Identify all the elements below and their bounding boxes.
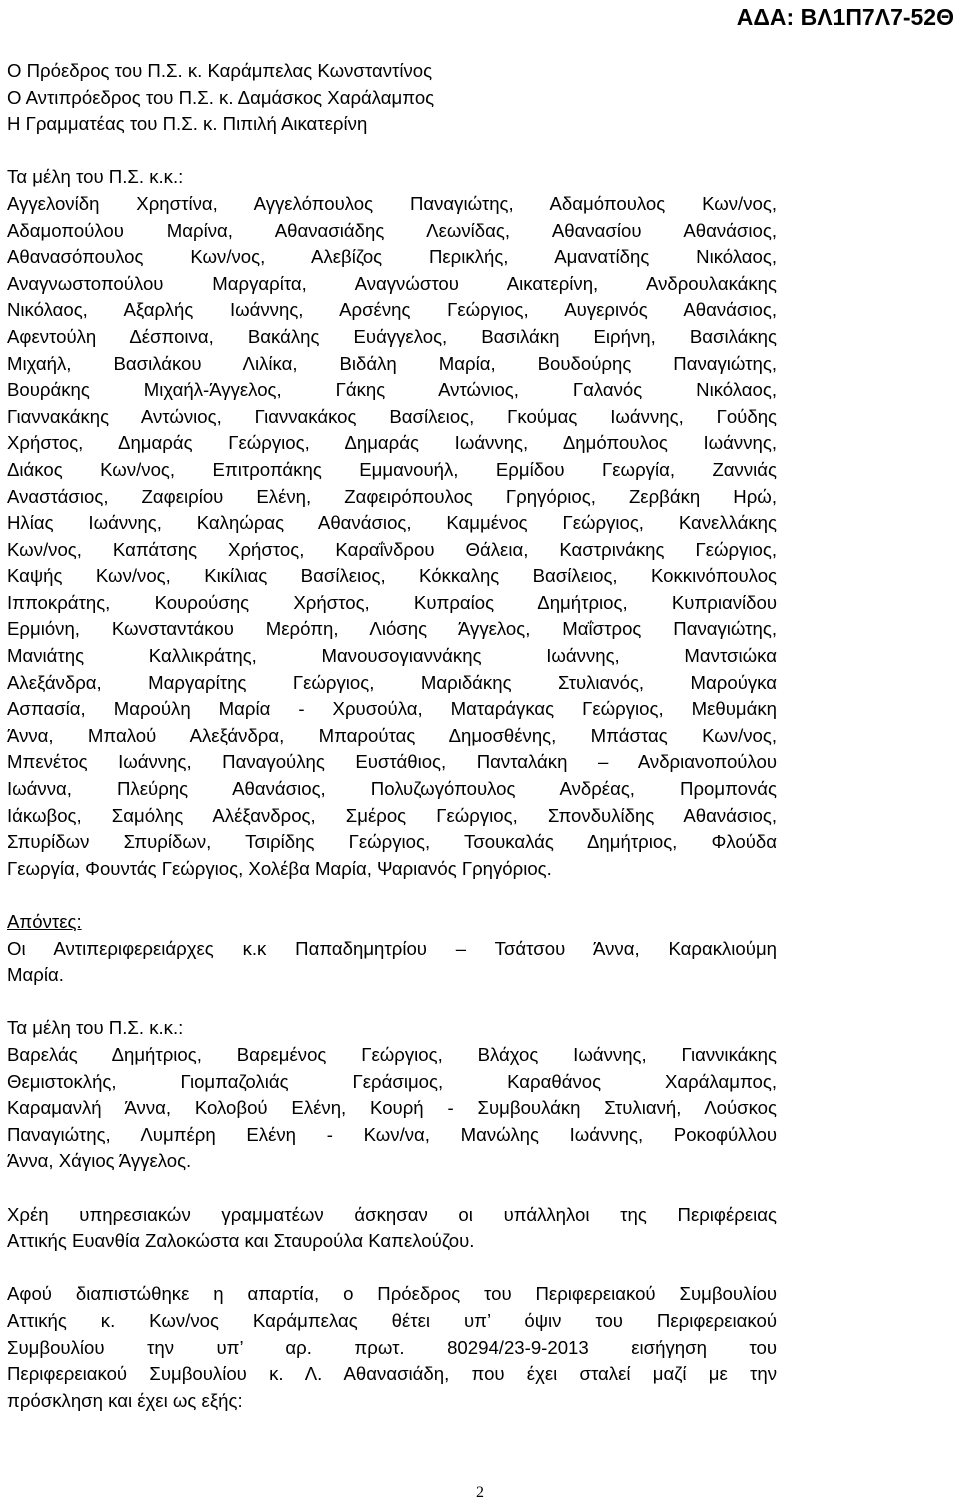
present-members-line: Αναστάσιος, Ζαφειρίου Ελένη, Ζαφειρόπουλος Γρηγόριος, Ζερβάκη Ηρώ,: [7, 485, 777, 507]
present-members-line: Γιαννακάκης Αντώνιος, Γιαννακάκος Βασίλειος, Γκούμας Ιωάννης, Γούδης: [7, 405, 777, 427]
absent-vice-governors-line: Μαρία.: [7, 964, 64, 986]
present-members-line: Ιάκωβος, Σαμόλης Αλέξανδρος, Σμέρος Γεώργιος, Σπονδυλίδης Αθανάσιος,: [7, 804, 777, 826]
present-members-line: Μανιάτης Καλλικράτης, Μανουσογιαννάκης Ιωάννης, Μαντσιώκα: [7, 645, 777, 667]
secretaries-line: Χρέη υπηρεσιακών γραμματέων άσκησαν οι υπάλληλοι της Περιφέρειας: [7, 1203, 777, 1225]
present-members-line: Σπυρίδων Σπυρίδων, Τσιρίδης Γεώργιος, Τσουκαλάς Δημήτριος, Φλούδα: [7, 831, 777, 853]
quorum-line: Αφού διαπιστώθηκε η απαρτία, ο Πρόεδρος του Περιφερειακού Συμβουλίου: [7, 1283, 777, 1305]
secretaries-line: Αττικής Ευανθία Ζαλοκώστα και Σταυρούλα Καπελούζου.: [7, 1230, 475, 1252]
absent-members-line: Καραμανλή Άννα, Κολοβού Ελένη, Κουρή - Συμβουλάκη Στυλιανή, Λούσκος: [7, 1097, 777, 1119]
present-members-line: Αναγνωστοπούλου Μαργαρίτα, Αναγνώστου Αικατερίνη, Ανδρουλακάκης: [7, 272, 777, 294]
vice-president-line: Ο Αντιπρόεδρος του Π.Σ. κ. Δαμάσκος Χαράλαμπος: [7, 86, 435, 108]
present-members-line: Μπενέτος Ιωάννης, Παναγούλης Ευστάθιος, Πανταλάκη – Ανδριανοπούλου: [7, 751, 777, 773]
present-members-line: Αδαμοπούλου Μαρίνα, Αθανασιάδης Λεωνίδας, Αθανασίου Αθανάσιος,: [7, 219, 777, 241]
present-members-line: Νικόλαος, Αξαρλής Ιωάννης, Αρσένης Γεώργιος, Αυγερινός Αθανάσιος,: [7, 299, 777, 321]
present-members-line: Ασπασία, Μαρούλη Μαρία - Χρυσούλα, Ματαράγκας Γεώργιος, Μεθυμάκη: [7, 698, 777, 720]
secretary-line: Η Γραμματέας του Π.Σ. κ. Πιπιλή Αικατερίνη: [7, 113, 368, 135]
absent-members-last-line: Άννα, Χάγιος Άγγελος.: [7, 1150, 192, 1172]
present-members-line: Καψής Κων/νος, Κικίλιας Βασίλειος, Κόκκαλης Βασίλειος, Κοκκινόπουλος: [7, 565, 777, 587]
present-members-line: Μιχαήλ, Βασιλάκου Λιλίκα, Βιδάλη Μαρία, Βουδούρης Παναγιώτης,: [7, 352, 777, 374]
quorum-last-line: πρόσκληση και έχει ως εξής:: [7, 1389, 243, 1411]
present-members-line: Αγγελονίδη Χρηστίνα, Αγγελόπουλος Παναγιώτης, Αδαμόπουλος Κων/νος,: [7, 192, 777, 214]
present-members-line: Βουράκης Μιχαήλ-Άγγελος, Γάκης Αντώνιος, Γαλανός Νικόλαος,: [7, 379, 777, 401]
present-members-line: Ιπποκράτης, Κουρούσης Χρήστος, Κυπραίος Δημήτριος, Κυπριανίδου: [7, 591, 777, 613]
absent-members-line: Θεμιστοκλής, Γιομπαζολιάς Γεράσιμος, Καραθάνος Χαράλαμπος,: [7, 1070, 777, 1092]
quorum-line: Περιφερειακού Συμβουλίου κ. Λ. Αθανασιάδη, που έχει σταλεί μαζί με την: [7, 1363, 777, 1385]
ada-code: ΑΔΑ: ΒΛ1Π7Λ7-52Θ: [736, 4, 954, 30]
absent-vice-governors-line: Οι Αντιπεριφερειάρχες κ.κ Παπαδημητρίου – Τσάτσου Άννα, Καρακλιούμη: [7, 937, 777, 959]
absent-members-line: Παναγιώτης, Λυμπέρη Ελένη - Κων/να, Μανώλης Ιωάννης, Ροκοφύλλου: [7, 1123, 777, 1145]
present-members-line: Κων/νος, Καπάτσης Χρήστος, Καραΐνδρου Θάλεια, Καστρινάκης Γεώργιος,: [7, 538, 777, 560]
present-members-line: Χρήστος, Δημαράς Γεώργιος, Δημαράς Ιωάννης, Δημόπουλος Ιωάννης,: [7, 432, 777, 454]
present-members-line: Ηλίας Ιωάννης, Καληώρας Αθανάσιος, Καμμένος Γεώργιος, Κανελλάκης: [7, 512, 777, 534]
present-members-last-line: Γεωργία, Φουντάς Γεώργιος, Χολέβα Μαρία, Ψαριανός Γρηγόριος.: [7, 857, 552, 879]
present-members-line: Ερμιόνη, Κωνσταντάκου Μερόπη, Λιόσης Άγγελος, Μαΐστρος Παναγιώτης,: [7, 618, 777, 640]
present-members-line: Διάκος Κων/νος, Επιτροπάκης Εμμανουήλ, Ερμίδου Γεωργία, Ζαννιάς: [7, 458, 777, 480]
page-number: 2: [476, 1484, 484, 1501]
absent-heading: Απόντες:: [7, 911, 82, 932]
present-members-line: Αθανασόπουλος Κων/νος, Αλεβίζος Περικλής, Αμανατίδης Νικόλαος,: [7, 246, 777, 268]
present-members-line: Αλεξάνδρα, Μαργαρίτης Γεώργιος, Μαριδάκης Στυλιανός, Μαρούγκα: [7, 671, 777, 693]
present-members-line: Ιωάννα, Πλεύρης Αθανάσιος, Πολυζωγόπουλος Ανδρέας, Προμπονάς: [7, 778, 777, 800]
absent-members-heading: Τα μέλη του Π.Σ. κ.κ.:: [7, 1017, 184, 1039]
present-members-line: Άννα, Μπαλού Αλεξάνδρα, Μπαρούτας Δημοσθένης, Μπάστας Κων/νος,: [7, 724, 777, 746]
present-members-heading: Τα μέλη του Π.Σ. κ.κ.:: [7, 166, 184, 188]
present-members-line: Αφεντούλη Δέσποινα, Βακάλης Ευάγγελος, Βασιλάκη Ειρήνη, Βασιλάκης: [7, 325, 777, 347]
document-body: [7, 58, 777, 1414]
president-line: Ο Πρόεδρος του Π.Σ. κ. Καράμπελας Κωνσταντίνος: [7, 60, 433, 81]
quorum-line: Αττικής κ. Κων/νος Καράμπελας θέτει υπ’ όψιν του Περιφερειακού: [7, 1309, 777, 1331]
quorum-line: Συμβουλίου την υπ’ αρ. πρωτ. 80294/23-9-2013 εισήγηση του: [7, 1336, 777, 1358]
absent-members-line: Βαρελάς Δημήτριος, Βαρεμένος Γεώργιος, Βλάχος Ιωάννης, Γιαννικάκης: [7, 1043, 777, 1065]
